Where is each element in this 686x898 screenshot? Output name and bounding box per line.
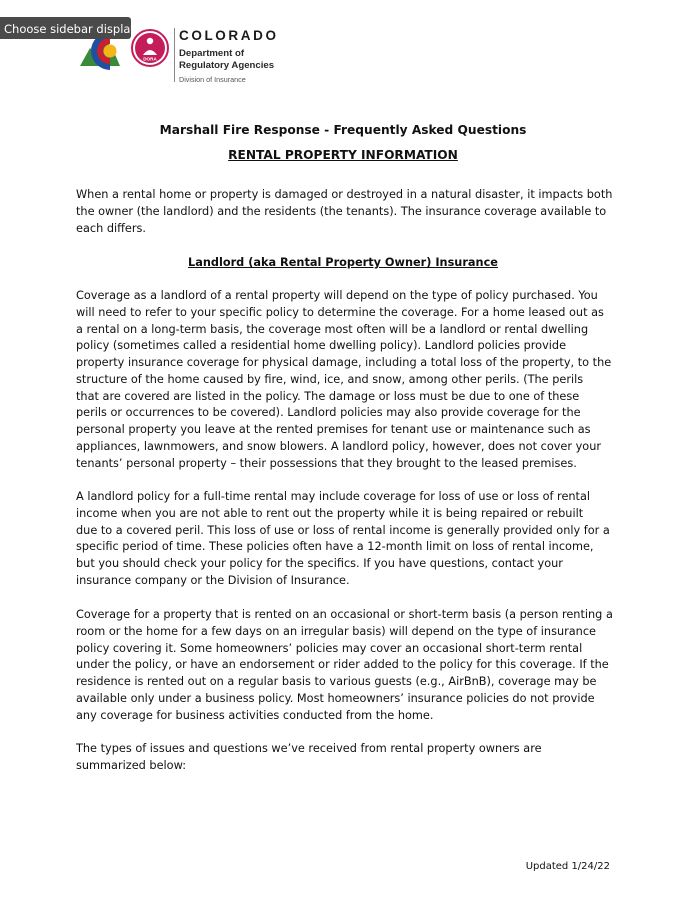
paragraph-line: available only under a business policy. Most homeowners’ insurance policies do not provide — [76, 691, 595, 705]
paragraph-line: appliances, lawnmowers, and snow blowers. A landlord policy, however, does not cover your — [76, 439, 602, 453]
paragraph-line: specific period of time. These policies often have a 12-month limit on loss of rental income, — [76, 540, 594, 554]
dora-badge-text: DORA — [143, 56, 157, 62]
paragraph-line: Coverage for a property that is rented on an occasional or short-term basis (a person renting a — [76, 608, 613, 621]
paragraph-line: insurance company or the Division of Insurance. — [76, 573, 350, 587]
logo-department-line-2: Regulatory Agencies — [179, 59, 275, 71]
paragraph-line: under the policy, or have an endorsement or rider added to the policy for this coverage. If the — [76, 658, 609, 672]
logo-division: Division of Insurance — [179, 75, 246, 84]
choose-sidebar-display-button[interactable]: Choose sidebar display — [0, 17, 131, 39]
intro-line: the owner (the landlord) and the residents (the tenants). The insurance coverage available to — [76, 204, 607, 218]
paragraph-line: perils or occurrences to be covered). Landlord policies may also provide coverage for the — [76, 406, 581, 420]
paragraph-line: a rental on a long-term basis, the coverage most often will be a landlord or rental dwelling — [76, 322, 589, 336]
paragraph-short-term-rental — [76, 607, 616, 724]
paragraph-line: residence is rented out on a regular basis to various guests (e.g., AirBnB), coverage may be — [76, 675, 597, 688]
updated-date-footer: Updated 1/24/22 — [525, 861, 610, 872]
paragraph-line: property insurance coverage for physical damage, including a total loss of the property, to the — [76, 356, 612, 369]
paragraph-landlord-coverage — [76, 288, 616, 472]
paragraph-line: but you should check your policy for the specifics. If you have questions, contact your — [76, 557, 563, 570]
paragraph-line: The types of issues and questions we’ve received from rental property owners are — [76, 742, 542, 755]
logo-divider — [174, 28, 175, 82]
intro-line: each differs. — [76, 221, 146, 235]
paragraph-line: room or the home for a few days on an irregular basis) will depend on the type of insurance — [76, 624, 596, 638]
logo-department — [179, 48, 279, 71]
paragraph-line: policy (sometimes called a residential home dwelling policy). Landlord policies provide — [76, 339, 567, 353]
paragraph-line: A landlord policy for a full-time rental may include coverage for loss of use or loss of rental — [76, 490, 591, 503]
paragraph-line: will need to refer to your specific policy to determine the coverage. For a home leased out as — [76, 305, 604, 319]
document-title: Marshall Fire Response - Frequently Asked Questions — [159, 123, 527, 137]
paragraph-line: structure of the home caused by fire, wind, ice, and snow, among other perils. (The perils — [76, 372, 584, 386]
paragraph-line: policy covering it. Some homeowners’ policies may cover an occasional short-term rental — [76, 641, 583, 655]
paragraph-line: personal property you leave at the rented premises for tenant use or maintenance such as — [76, 423, 591, 436]
intro-paragraph — [76, 187, 616, 237]
paragraph-line: due to a covered peril. This loss of use or loss of rental income is generally provided only for a — [76, 523, 610, 537]
paragraph-line: tenants’ personal property – their possessions that they brought to the leased premises. — [76, 456, 577, 470]
paragraph-line: Coverage as a landlord of a rental property will depend on the type of policy purchased. You — [76, 289, 598, 302]
logo-state-name: COLORADO — [179, 28, 279, 43]
intro-line: When a rental home or property is damaged or destroyed in a natural disaster, it impacts both — [76, 188, 613, 201]
section-heading-landlord-insurance: Landlord (aka Rental Property Owner) Insurance — [188, 256, 498, 269]
logo-text — [179, 27, 279, 84]
paragraph-line: any coverage for business activities conducted from the home. — [76, 708, 434, 722]
paragraph-loss-of-rental-income — [76, 489, 616, 590]
paragraph-line: summarized below: — [76, 758, 187, 772]
document-subtitle: RENTAL PROPERTY INFORMATION — [228, 148, 458, 162]
paragraph-line: income when you are not able to rent out the property while it is being repaired or rebuilt — [76, 506, 584, 520]
paragraph-line: that are covered are listed in the policy. The damage or loss must be due to one of these — [76, 389, 580, 403]
logo-department-line-1: Department of — [179, 48, 245, 59]
paragraph-summary-intro — [76, 741, 616, 775]
